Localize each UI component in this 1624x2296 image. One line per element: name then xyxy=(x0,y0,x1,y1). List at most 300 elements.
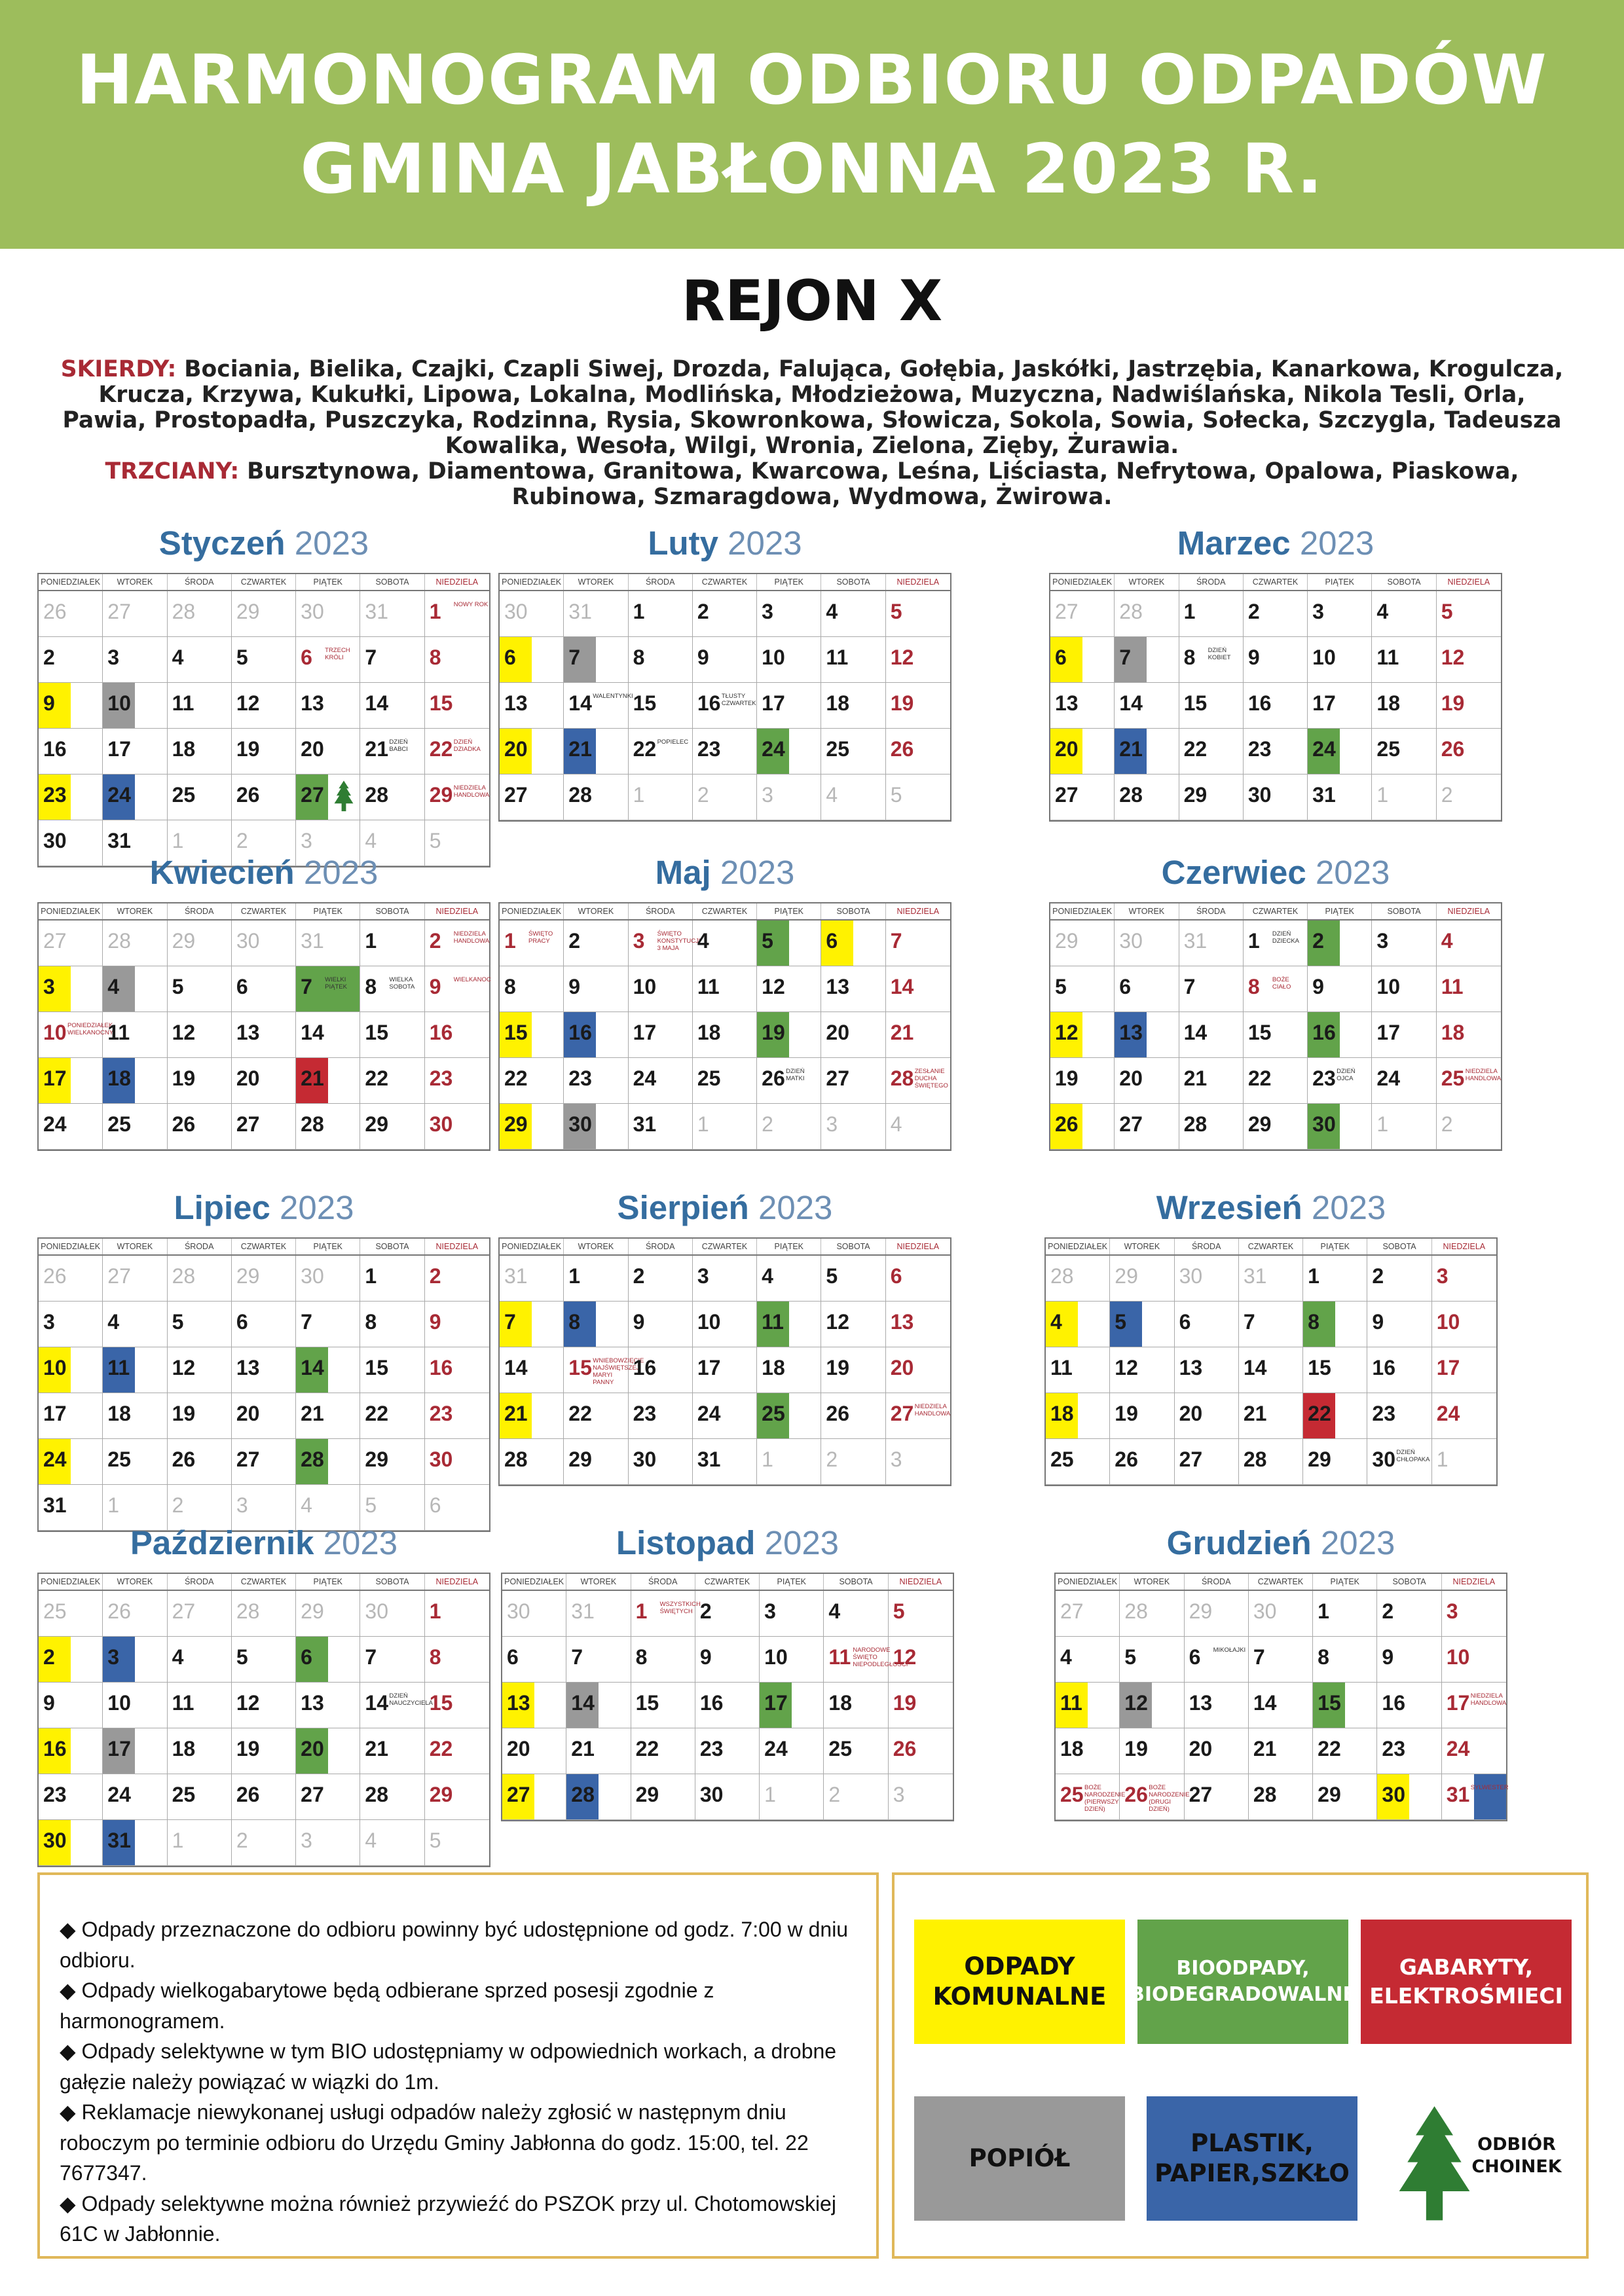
day-cell xyxy=(631,1591,701,1637)
day-cell xyxy=(232,920,296,966)
day-number: 13 xyxy=(1189,1691,1213,1715)
day-cell xyxy=(1432,1302,1496,1347)
day-number: 17 xyxy=(1376,1021,1401,1044)
day-number: 1 xyxy=(568,1264,581,1288)
day-number: 1 xyxy=(762,1448,773,1471)
weekday-label: NIEDZIELA xyxy=(1447,907,1490,916)
day-note: TŁUSTY CZWARTEK xyxy=(721,693,756,707)
day-cell xyxy=(1432,1393,1496,1439)
weekday-label: PIĄTEK xyxy=(760,1574,824,1590)
day-number: 22 xyxy=(429,1737,453,1760)
day-cell xyxy=(1437,1104,1501,1150)
day-number: 18 xyxy=(697,1021,721,1044)
day-cell xyxy=(1244,1104,1308,1150)
day-cell xyxy=(757,637,821,683)
day-cell xyxy=(39,1347,103,1393)
day-number: 5 xyxy=(890,783,902,807)
day-number: 2 xyxy=(1247,600,1260,623)
day-number: 2 xyxy=(1382,1599,1394,1623)
day-note: NIEDZIELA HANDLOWA xyxy=(1465,1068,1502,1082)
weekday-label: NIEDZIELA xyxy=(435,1242,479,1251)
day-cell xyxy=(1244,637,1308,683)
day-number: 4 xyxy=(1060,1645,1072,1669)
day-number: 2 xyxy=(762,1112,773,1136)
day-number: 4 xyxy=(107,975,120,998)
weekday-header xyxy=(1056,1574,1506,1591)
day-cell xyxy=(296,591,360,637)
weekday-label: CZWARTEK xyxy=(1244,574,1308,590)
day-cell xyxy=(1056,1774,1126,1820)
day-number: 26 xyxy=(107,1599,131,1623)
day-cell xyxy=(1308,1104,1372,1150)
day-number: 2 xyxy=(429,929,441,953)
day-cell xyxy=(629,966,693,1012)
day-cell xyxy=(821,637,885,683)
day-cell xyxy=(425,1302,489,1347)
day-number: 3 xyxy=(890,1448,902,1471)
day-cell xyxy=(360,1820,424,1866)
day-cell xyxy=(1179,1104,1244,1150)
day-number: 28 xyxy=(107,929,131,953)
day-number: 22 xyxy=(1318,1737,1341,1760)
day-number: 10 xyxy=(107,691,131,715)
day-number: 27 xyxy=(107,600,131,623)
day-number: 13 xyxy=(507,1691,530,1715)
day-cell xyxy=(360,729,424,774)
day-cell xyxy=(360,1637,424,1683)
day-cell xyxy=(232,1058,296,1104)
day-cell xyxy=(757,1302,821,1347)
day-cell xyxy=(757,1439,821,1485)
day-cell xyxy=(1046,1347,1110,1393)
weekday-label: SOBOTA xyxy=(360,1239,424,1254)
day-number: 16 xyxy=(429,1356,453,1379)
day-number: 28 xyxy=(1119,783,1143,807)
day-cell xyxy=(1303,1439,1367,1485)
day-note: NOWY ROK xyxy=(453,601,489,608)
day-number: 4 xyxy=(301,1493,312,1517)
day-number: 23 xyxy=(1382,1737,1406,1760)
day-number: 27 xyxy=(236,1448,260,1471)
weekday-label: CZWARTEK xyxy=(1244,903,1308,919)
day-number: 24 xyxy=(1446,1737,1470,1760)
day-cell xyxy=(760,1637,824,1683)
day-number: 13 xyxy=(890,1310,914,1334)
day-cell xyxy=(1432,1256,1496,1302)
day-cell xyxy=(631,1637,695,1683)
day-number: 4 xyxy=(1441,929,1453,953)
weekday-label: WTOREK xyxy=(103,1239,167,1254)
day-number: 20 xyxy=(1055,737,1079,761)
weekday-label: WTOREK xyxy=(103,574,167,590)
day-number: 8 xyxy=(1308,1310,1320,1334)
day-number: 9 xyxy=(1247,646,1260,669)
day-cell xyxy=(1244,591,1308,637)
weekday-header xyxy=(39,1574,489,1591)
day-number: 18 xyxy=(828,1691,853,1715)
day-number: 24 xyxy=(107,1783,131,1806)
day-number: 18 xyxy=(1441,1021,1465,1044)
day-number: 19 xyxy=(1124,1737,1148,1760)
day-cell xyxy=(360,1728,424,1774)
day-number: 25 xyxy=(826,737,850,761)
day-number: 4 xyxy=(107,1310,120,1334)
day-number: 27 xyxy=(507,1783,530,1806)
day-number: 28 xyxy=(236,1599,260,1623)
weekday-label: CZWARTEK xyxy=(693,1239,757,1254)
day-cell xyxy=(566,1774,631,1820)
day-number: 23 xyxy=(633,1402,657,1425)
day-number: 13 xyxy=(301,1691,324,1715)
day-cell xyxy=(296,1774,360,1820)
legend-gabaryty-line1: GABARYTY, xyxy=(1399,1954,1534,1980)
day-cell xyxy=(1056,1591,1120,1637)
day-cell xyxy=(39,920,103,966)
day-number: 12 xyxy=(172,1356,196,1379)
day-cell xyxy=(39,1058,103,1104)
day-number: 29 xyxy=(172,929,196,953)
day-number: 6 xyxy=(236,975,248,998)
day-number: 14 xyxy=(571,1691,595,1715)
day-number: 30 xyxy=(1179,1264,1203,1288)
day-number: 28 xyxy=(1124,1599,1148,1623)
day-number: 13 xyxy=(826,975,850,998)
day-cell xyxy=(103,1393,167,1439)
day-number: 5 xyxy=(429,1829,441,1852)
day-number: 31 xyxy=(107,829,131,852)
day-number: 29 xyxy=(365,1448,389,1471)
day-number: 8 xyxy=(1183,646,1196,669)
day-number: 3 xyxy=(1312,600,1324,623)
day-number: 26 xyxy=(172,1112,196,1136)
day-number: 26 xyxy=(43,600,67,623)
day-number: 30 xyxy=(1119,929,1143,953)
day-cell xyxy=(1313,1728,1377,1774)
day-note: WALENTYNKI xyxy=(593,693,633,700)
day-cell xyxy=(232,1774,296,1820)
day-number: 11 xyxy=(1060,1691,1082,1715)
day-cell xyxy=(39,729,103,774)
day-cell xyxy=(1110,1393,1174,1439)
calendar-month xyxy=(498,520,951,822)
day-cell xyxy=(1313,1683,1377,1728)
day-number: 13 xyxy=(1119,1021,1143,1044)
day-number: 23 xyxy=(697,737,721,761)
day-cell xyxy=(1046,1256,1110,1302)
day-number: 1 xyxy=(504,929,516,953)
day-number: 5 xyxy=(1124,1645,1137,1669)
weekday-label: PIĄTEK xyxy=(1308,903,1372,919)
day-cell xyxy=(1437,966,1501,1012)
weekday-label: ŚRODA xyxy=(168,1239,232,1254)
day-cell xyxy=(760,1591,824,1637)
day-number: 26 xyxy=(762,1066,785,1090)
day-cell xyxy=(1046,1439,1110,1485)
day-cell xyxy=(886,1302,950,1347)
day-cell xyxy=(1115,591,1179,637)
day-number: 30 xyxy=(568,1112,592,1136)
day-number: 22 xyxy=(1247,1066,1272,1090)
day-cell xyxy=(168,729,232,774)
day-cell xyxy=(168,920,232,966)
day-cell xyxy=(360,1256,424,1302)
day-number: 2 xyxy=(172,1493,184,1517)
info-list xyxy=(60,1914,872,2250)
day-number: 10 xyxy=(697,1310,721,1334)
day-cell xyxy=(564,1347,644,1393)
day-cell xyxy=(821,920,885,966)
weekday-label: PONIEDZIAŁEK xyxy=(1046,1239,1110,1254)
day-cell xyxy=(757,1058,821,1104)
day-number: 31 xyxy=(571,1599,595,1623)
day-cell xyxy=(889,1637,953,1683)
day-note: WIELKI PIĄTEK xyxy=(325,976,347,991)
day-cell xyxy=(1120,1728,1184,1774)
day-number: 2 xyxy=(568,929,581,953)
weekday-label: SOBOTA xyxy=(360,574,424,590)
weekday-label: ŚRODA xyxy=(1185,1574,1249,1590)
day-number: 2 xyxy=(1312,929,1324,953)
day-cell xyxy=(693,591,757,637)
day-number: 2 xyxy=(236,1829,248,1852)
day-cell xyxy=(1050,1104,1115,1150)
day-number: 12 xyxy=(826,1310,850,1334)
day-cell xyxy=(1372,591,1436,637)
day-number: 3 xyxy=(43,1310,55,1334)
day-cell xyxy=(693,966,757,1012)
month-year: 2023 xyxy=(720,854,795,891)
day-cell xyxy=(757,683,821,729)
day-number: 6 xyxy=(429,1493,441,1517)
day-number: 14 xyxy=(504,1356,528,1379)
day-cell xyxy=(1239,1256,1303,1302)
day-number: 13 xyxy=(504,691,528,715)
day-cell xyxy=(631,1683,695,1728)
month-grid xyxy=(498,1237,951,1486)
day-number: 10 xyxy=(43,1356,67,1379)
day-number: 27 xyxy=(1119,1112,1143,1136)
day-number: 8 xyxy=(429,646,441,669)
month-grid xyxy=(498,902,951,1151)
weekday-label: ŚRODA xyxy=(629,574,693,590)
title-line-1: HARMONOGRAM ODBIORU ODPADÓW xyxy=(76,40,1548,120)
day-cell xyxy=(821,1302,885,1347)
day-number: 9 xyxy=(43,1691,55,1715)
day-cell xyxy=(232,1637,296,1683)
weekday-label: NIEDZIELA xyxy=(896,1242,940,1251)
day-cell xyxy=(1115,774,1179,820)
day-number: 22 xyxy=(568,1402,592,1425)
legend-choinki-line2: CHOINEK xyxy=(1471,2157,1562,2177)
day-cell xyxy=(1120,1637,1184,1683)
day-cell xyxy=(821,966,885,1012)
day-number: 1 xyxy=(633,600,645,623)
day-cell xyxy=(1377,1683,1441,1728)
day-cell xyxy=(821,1012,885,1058)
day-number: 27 xyxy=(172,1599,196,1623)
trzciany-streets: Bursztynowa, Diamentowa, Granitowa, Kwarcowa, Leśna, Liściasta, Nefrytowa, Opalowa, Piaskowa, Rubinowa, Szmaragdowa, Wydmowa, Żwirowa. xyxy=(247,458,1519,510)
weekday-label: ŚRODA xyxy=(631,1574,695,1590)
day-number: 14 xyxy=(568,691,592,715)
day-number: 23 xyxy=(568,1066,592,1090)
day-cell xyxy=(39,1774,103,1820)
calendar-month xyxy=(1049,850,1502,1151)
day-cell xyxy=(360,1347,424,1393)
day-cell xyxy=(1372,1104,1436,1150)
day-cell xyxy=(360,1393,424,1439)
day-number: 5 xyxy=(236,1645,248,1669)
weekday-label: PIĄTEK xyxy=(296,574,360,590)
day-number: 1 xyxy=(633,783,645,807)
day-number: 27 xyxy=(890,1402,914,1425)
day-cell xyxy=(566,1728,631,1774)
day-number: 3 xyxy=(1446,1599,1458,1623)
day-number: 30 xyxy=(43,1829,67,1852)
day-number: 3 xyxy=(301,1829,312,1852)
legend-komunalne-line1: ODPADY xyxy=(964,1952,1075,1980)
day-cell xyxy=(168,1637,232,1683)
day-number: 4 xyxy=(172,1645,184,1669)
day-number: 31 xyxy=(697,1448,721,1471)
weekday-label: NIEDZIELA xyxy=(899,1577,942,1586)
weekday-label: PONIEDZIAŁEK xyxy=(1056,1574,1120,1590)
month-name: Czerwiec xyxy=(1161,854,1306,891)
day-cell xyxy=(1179,683,1244,729)
day-cell xyxy=(1115,966,1179,1012)
day-cell xyxy=(1244,1012,1308,1058)
day-cell xyxy=(1303,1302,1367,1347)
day-cell xyxy=(103,966,167,1012)
day-number: 30 xyxy=(365,1599,389,1623)
weekday-label: PIĄTEK xyxy=(1303,1239,1367,1254)
day-cell xyxy=(886,1012,950,1058)
day-cell xyxy=(695,1637,760,1683)
day-number: 31 xyxy=(1243,1264,1267,1288)
day-number: 28 xyxy=(172,600,196,623)
weekday-label: CZWARTEK xyxy=(232,903,296,919)
day-number: 13 xyxy=(1055,691,1079,715)
day-number: 29 xyxy=(1055,929,1079,953)
day-cell xyxy=(824,1591,888,1637)
day-cell xyxy=(1046,1302,1110,1347)
street-list xyxy=(59,357,1565,510)
day-number: 15 xyxy=(1247,1021,1272,1044)
day-cell xyxy=(500,637,564,683)
day-number: 23 xyxy=(43,783,67,807)
day-rows xyxy=(500,1256,950,1485)
day-note: NARODOWE ŚWIĘTO NIEPODLEGŁOŚCI xyxy=(853,1647,908,1668)
day-number: 21 xyxy=(1253,1737,1277,1760)
day-number: 20 xyxy=(507,1737,530,1760)
day-number: 1 xyxy=(365,929,377,953)
day-number: 27 xyxy=(301,1783,324,1806)
day-number: 18 xyxy=(107,1402,131,1425)
day-number: 23 xyxy=(1372,1402,1396,1425)
legend-plastik-line1: PLASTIK, xyxy=(1190,2129,1314,2157)
day-note: POPIELEC xyxy=(657,738,689,746)
day-cell xyxy=(1244,683,1308,729)
day-cell xyxy=(103,1104,167,1150)
day-number: 5 xyxy=(1115,1310,1127,1334)
day-note: TRZECH KRÓLI xyxy=(325,647,350,661)
day-number: 6 xyxy=(301,1645,312,1669)
month-name: Styczeń xyxy=(158,524,286,562)
day-note: BOŻE CIAŁO xyxy=(1272,976,1291,991)
day-cell xyxy=(629,1104,693,1150)
weekday-header xyxy=(500,903,950,920)
day-number: 30 xyxy=(1253,1599,1277,1623)
day-cell xyxy=(360,1104,424,1150)
day-cell xyxy=(1185,1637,1249,1683)
day-cell xyxy=(168,1256,232,1302)
day-number: 14 xyxy=(1243,1356,1267,1379)
day-cell xyxy=(1046,1393,1110,1439)
day-number: 10 xyxy=(764,1645,788,1669)
calendar-month xyxy=(1054,1520,1507,1821)
day-cell xyxy=(629,1347,693,1393)
day-note: BOŻE NARODZENIE (PIERWSZY DZIEŃ) xyxy=(1084,1784,1126,1813)
day-number: 17 xyxy=(762,691,785,715)
day-number: 25 xyxy=(107,1112,131,1136)
day-cell xyxy=(889,1728,953,1774)
day-cell xyxy=(757,966,821,1012)
weekday-label: ŚRODA xyxy=(629,903,693,919)
day-number: 10 xyxy=(1312,646,1336,669)
day-cell xyxy=(566,1591,631,1637)
weekday-label: NIEDZIELA xyxy=(435,577,479,587)
day-cell xyxy=(296,683,360,729)
day-cell xyxy=(1372,966,1436,1012)
day-cell xyxy=(296,920,360,966)
day-number: 29 xyxy=(236,1264,260,1288)
day-cell xyxy=(1115,1058,1179,1104)
day-number: 28 xyxy=(1253,1783,1277,1806)
day-cell xyxy=(1313,1637,1377,1683)
day-cell xyxy=(693,1393,757,1439)
day-cell xyxy=(564,920,628,966)
day-cell xyxy=(757,920,821,966)
day-number: 9 xyxy=(633,1310,645,1334)
day-cell xyxy=(103,1774,167,1820)
day-number: 3 xyxy=(762,600,773,623)
day-number: 16 xyxy=(429,1021,453,1044)
day-number: 15 xyxy=(633,691,657,715)
day-cell xyxy=(1367,1302,1431,1347)
day-cell xyxy=(1377,1728,1441,1774)
day-number: 19 xyxy=(172,1402,196,1425)
month-year: 2023 xyxy=(280,1189,354,1226)
day-cell xyxy=(1377,1591,1441,1637)
day-cell xyxy=(103,1302,167,1347)
day-number: 22 xyxy=(1183,737,1208,761)
day-cell xyxy=(760,1728,824,1774)
day-number: 5 xyxy=(1055,975,1067,998)
day-number: 23 xyxy=(43,1783,67,1806)
day-cell xyxy=(1442,1774,1509,1820)
day-cell xyxy=(500,729,564,774)
day-cell xyxy=(1110,1256,1174,1302)
weekday-label: WTOREK xyxy=(564,1239,628,1254)
day-cell xyxy=(296,729,360,774)
day-cell xyxy=(500,591,564,637)
day-cell xyxy=(1050,966,1115,1012)
day-number: 1 xyxy=(1376,783,1389,807)
day-cell xyxy=(360,591,424,637)
day-cell xyxy=(1185,1774,1249,1820)
day-note: DZIEŃ BABCI xyxy=(389,738,408,753)
day-cell xyxy=(360,1774,424,1820)
day-number: 28 xyxy=(365,783,389,807)
